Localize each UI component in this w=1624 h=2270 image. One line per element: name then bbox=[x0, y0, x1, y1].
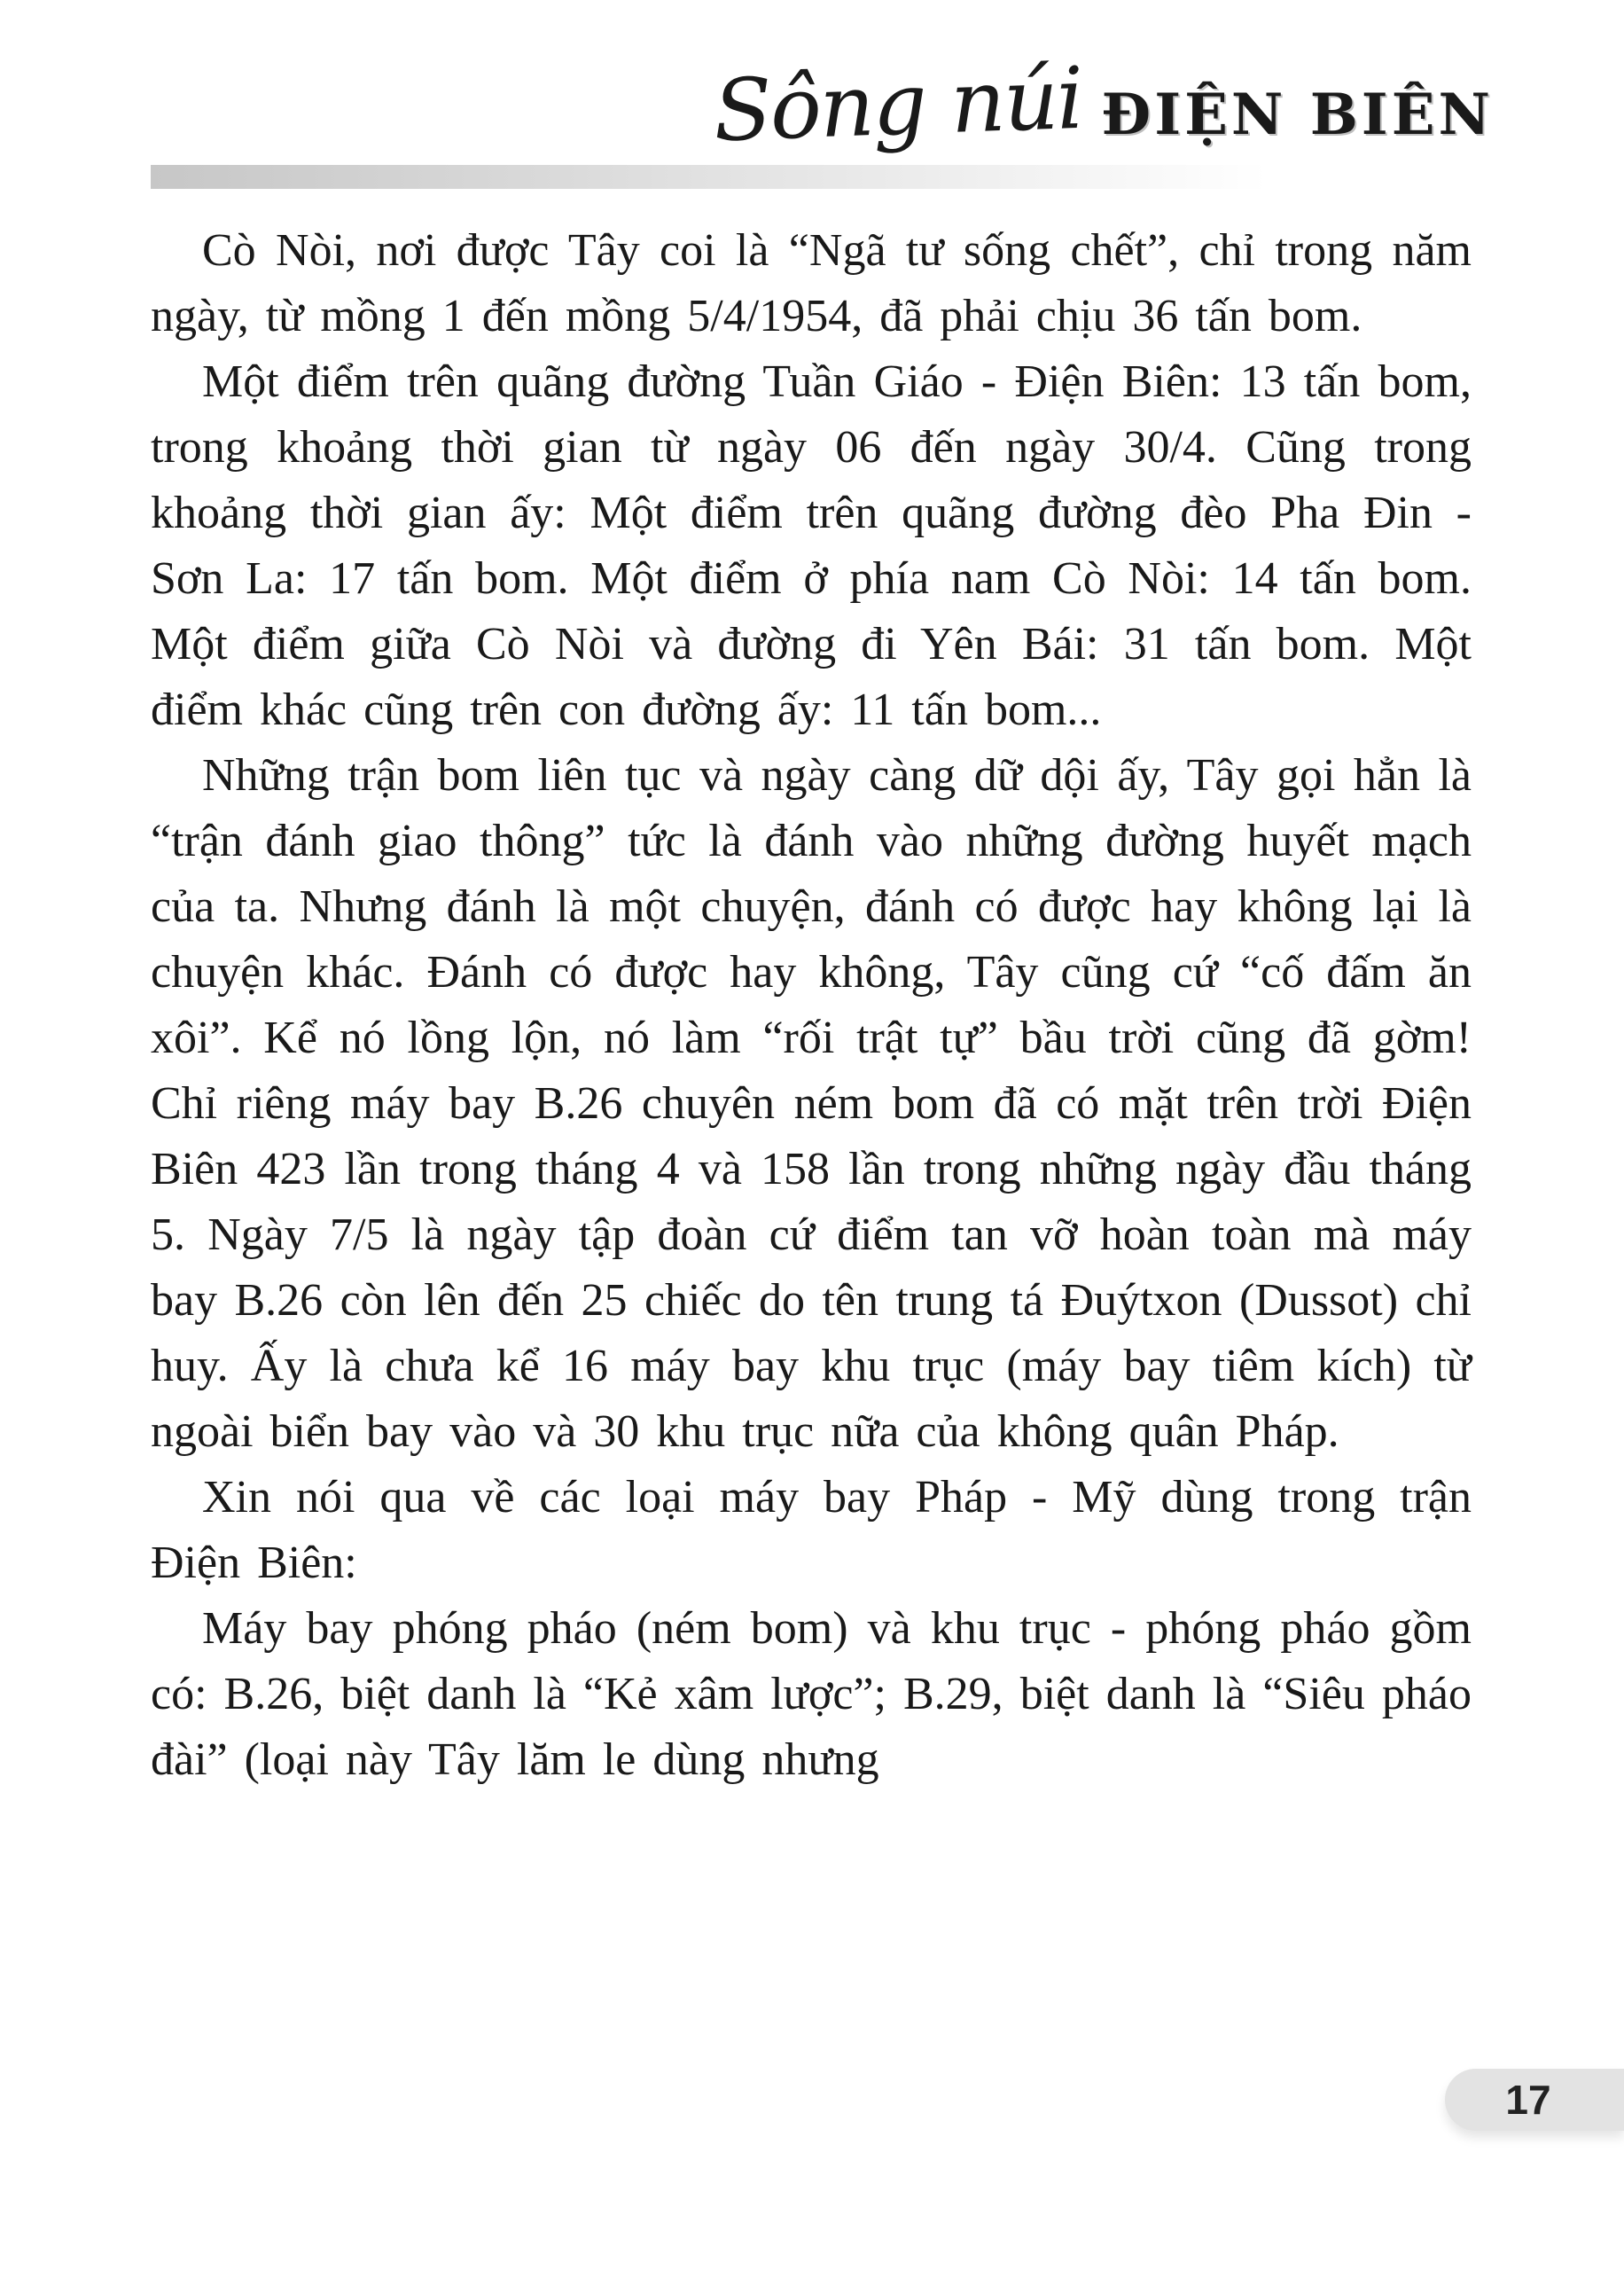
paragraph: Máy bay phóng pháo (ném bom) và khu trục - phóng pháo gồm có: B.26, biệt danh là “Kẻ xâm lược”; B.29, biệt danh là “Siêu pháo đài” (loại này Tây lăm le dùng nhưng bbox=[151, 1603, 1472, 1785]
page-number-pill bbox=[1445, 2069, 1624, 2131]
body-text bbox=[151, 218, 1472, 1793]
book-title-display: ĐIỆN BIÊN bbox=[1101, 82, 1494, 148]
paragraph: Cò Nòi, nơi được Tây coi là “Ngã tư sống chết”, chỉ trong năm ngày, từ mồng 1 đến mồng 5/4/1954, đã phải chịu 36 tấn bom. bbox=[151, 225, 1472, 341]
book-title-script: Sông núi bbox=[711, 48, 1084, 161]
paragraph: Xin nói qua về các loại máy bay Pháp - Mỹ dùng trong trận Điện Biên: bbox=[151, 1472, 1472, 1588]
page-number: 17 bbox=[1505, 2077, 1551, 2123]
running-header bbox=[711, 48, 1494, 161]
paragraph: Một điểm trên quãng đường Tuần Giáo - Điện Biên: 13 tấn bom, trong khoảng thời gian từ ngày 06 đến ngày 30/4. Cũng trong khoảng thời gian ấy: Một điểm trên quãng đường đèo Pha Đin - Sơn La: 17 tấn bom. Một điểm ở phía nam Cò Nòi: 14 tấn bom. Một điểm giữa Cò Nòi và đường đi Yên Bái: 31 tấn bom. Một điểm khác cũng trên con đường ấy: 11 tấn bom... bbox=[151, 356, 1472, 735]
header-rule-bar bbox=[151, 165, 1268, 189]
paragraph: Những trận bom liên tục và ngày càng dữ dội ấy, Tây gọi hẳn là “trận đánh giao thông” tức là đánh vào những đường huyết mạch của ta. Nhưng đánh là một chuyện, đánh có được hay không lại là chuyện khác. Đánh có được hay không, Tây cũng cứ “cố đấm ăn xôi”. Kể nó lồng lộn, nó làm “rối trật tự” bầu trời cũng đã gờm! Chỉ riêng máy bay B.26 chuyên ném bom đã có mặt trên trời Điện Biên 423 lần trong tháng 4 và 158 lần trong những ngày đầu tháng 5. Ngày 7/5 là ngày tập đoàn cứ điểm tan vỡ hoàn toàn mà máy bay B.26 còn lên đến 25 chiếc do tên trung tá Đuýtxon (Dussot) chỉ huy. Ấy là chưa kể 16 máy bay khu trục (máy bay tiêm kích) từ ngoài biển bay vào và 30 khu trục nữa của không quân Pháp. bbox=[151, 750, 1472, 1457]
